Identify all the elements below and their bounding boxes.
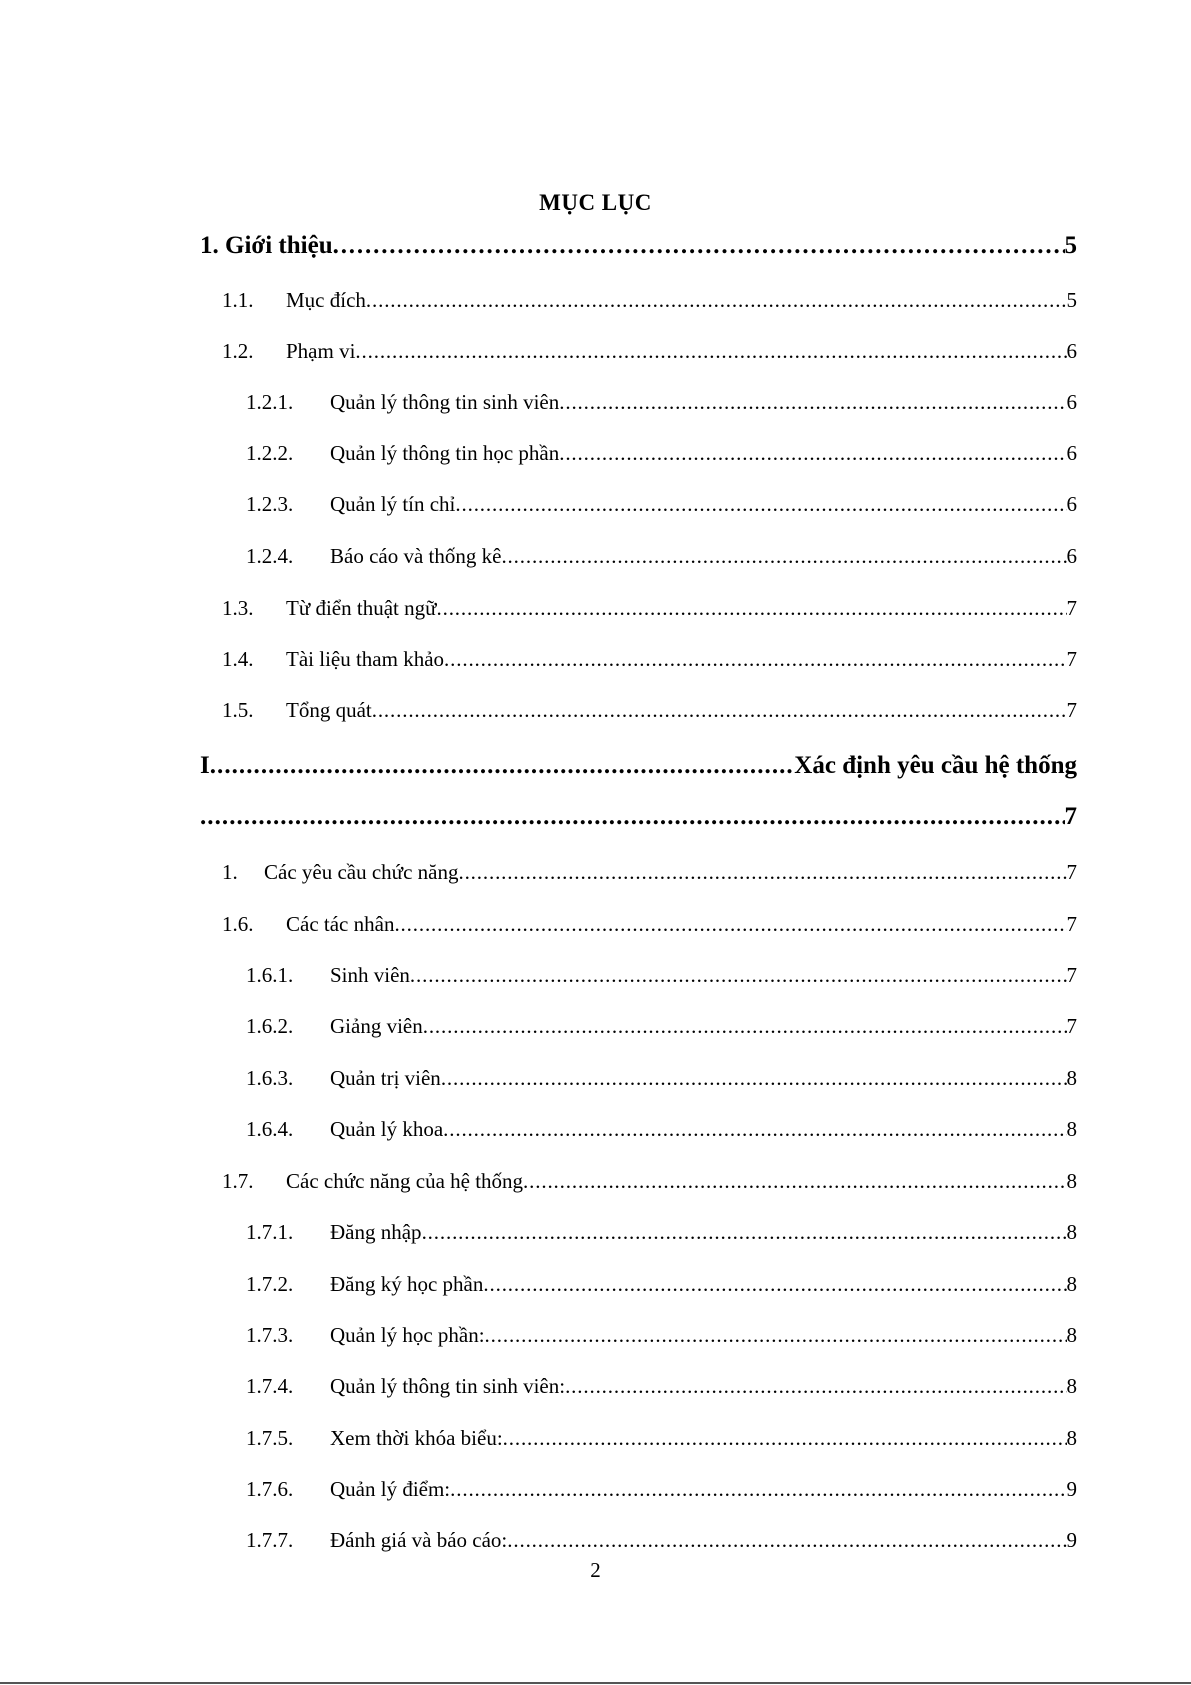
toc-entry[interactable] <box>222 339 1077 364</box>
toc-entry-label: Đánh giá và báo cáo: <box>330 1528 508 1552</box>
toc-entry-number: 1.7.7. <box>246 1528 294 1552</box>
toc-entry-number: 1.1. <box>222 288 254 312</box>
toc-entry[interactable] <box>246 1066 1077 1091</box>
toc-entry-number: 1.6.1. <box>246 963 294 987</box>
toc-entry[interactable] <box>246 963 1077 988</box>
toc-entry[interactable] <box>246 1323 1077 1348</box>
toc-entry[interactable] <box>246 441 1077 466</box>
toc-entry[interactable] <box>222 647 1077 672</box>
toc-entry-page: 7 <box>1064 803 1077 830</box>
toc-entry-label: Đăng ký học phần <box>330 1272 484 1296</box>
toc-entry-label: Mục đích <box>286 288 366 312</box>
toc-entry-page: 8 <box>1066 1169 1077 1193</box>
toc-entry-page: 8 <box>1066 1374 1077 1398</box>
toc-entry-label: Quản trị viên <box>330 1066 441 1090</box>
toc-entry[interactable] <box>246 1477 1077 1502</box>
toc-entry-page: 6 <box>1066 339 1077 363</box>
toc-entry-page: 5 <box>1064 232 1077 259</box>
toc-entry-chapter-line2[interactable] <box>200 803 1077 831</box>
toc-entry[interactable] <box>246 1014 1077 1039</box>
toc-entry-number: 1. <box>222 860 238 884</box>
page-number: 2 <box>590 1558 601 1582</box>
toc-entry-page: 8 <box>1066 1323 1077 1347</box>
toc-entry-label: Phạm vi <box>286 339 356 363</box>
toc-entry-label: Đăng nhập <box>330 1220 422 1244</box>
toc-entry[interactable] <box>246 544 1077 569</box>
toc-entry-page: 7 <box>1066 912 1077 936</box>
toc-entry-page: 5 <box>1066 288 1077 312</box>
toc-entry-label: Giảng viên <box>330 1014 423 1038</box>
toc-entry-label: Quản lý tín chỉ <box>330 492 456 516</box>
toc-entry-label: Tài liệu tham khảo <box>286 647 445 671</box>
toc-entry[interactable] <box>222 596 1077 621</box>
toc-entry-number: 1.7.3. <box>246 1323 294 1347</box>
toc-entry[interactable] <box>246 1272 1077 1297</box>
toc-entry-page: 7 <box>1066 647 1077 671</box>
toc-entry-number: I <box>200 752 210 779</box>
toc-entry[interactable] <box>246 492 1077 517</box>
toc-entry-label: Từ điển thuật ngữ <box>286 596 437 620</box>
toc-entry-page: 7 <box>1066 963 1077 987</box>
toc-entry[interactable] <box>222 1169 1077 1194</box>
toc-entry-number: 1.2.3. <box>246 492 294 516</box>
toc-entry-page: 9 <box>1066 1528 1077 1552</box>
toc-entry-page: 6 <box>1066 544 1077 568</box>
toc-entry[interactable] <box>222 698 1077 723</box>
toc-entry-number: 1.2.2. <box>246 441 294 465</box>
toc-entry[interactable] <box>246 1426 1077 1451</box>
toc-entry-label: Xác định yêu cầu hệ thống <box>794 752 1077 779</box>
toc-entry[interactable] <box>246 390 1077 415</box>
toc-entry-label: Các chức năng của hệ thống <box>286 1169 524 1193</box>
toc-entry-number: 1.7.6. <box>246 1477 294 1501</box>
toc-entry-label: Các yêu cầu chức năng <box>264 860 459 884</box>
toc-entry-label: Quản lý thông tin học phần <box>330 441 560 465</box>
toc-entry-label: Báo cáo và thống kê <box>330 544 502 568</box>
toc-entry-label: Quản lý khoa <box>330 1117 444 1141</box>
toc-entry-page: 9 <box>1066 1477 1077 1501</box>
page-bottom-divider <box>0 1682 1191 1684</box>
toc-entry-number: 1.6.2. <box>246 1014 294 1038</box>
toc-entry-number: 1.6. <box>222 912 254 936</box>
toc-entry-label: Xem thời khóa biểu: <box>330 1426 503 1450</box>
toc-entry-number: 1.7.5. <box>246 1426 294 1450</box>
toc-entry[interactable] <box>222 860 1077 885</box>
toc-entry-page: 8 <box>1066 1066 1077 1090</box>
toc-entry[interactable] <box>246 1117 1077 1142</box>
toc-entry-number: 1.3. <box>222 596 254 620</box>
toc-entry-page: 8 <box>1066 1272 1077 1296</box>
toc-entry[interactable] <box>222 288 1077 313</box>
toc-entry[interactable] <box>246 1374 1077 1399</box>
toc-entry-label: Sinh viên <box>330 963 410 987</box>
toc-entry-page: 6 <box>1066 441 1077 465</box>
toc-entry-page: 6 <box>1066 492 1077 516</box>
toc-entry[interactable] <box>222 912 1077 937</box>
toc-entry[interactable] <box>246 1528 1077 1553</box>
toc-entry-number: 1.7.2. <box>246 1272 294 1296</box>
toc-entry-number: 1.5. <box>222 698 254 722</box>
toc-entry-number: 1.2.1. <box>246 390 294 414</box>
toc-entry-number: 1.6.4. <box>246 1117 294 1141</box>
toc-entry-number: 1.7. <box>222 1169 254 1193</box>
toc-entry-page: 8 <box>1066 1426 1077 1450</box>
toc-entry-number: 1.6.3. <box>246 1066 294 1090</box>
toc-entry-page: 7 <box>1066 596 1077 620</box>
toc-entry-label: Giới thiệu <box>225 232 333 259</box>
toc-entry-number: 1. <box>200 232 219 259</box>
toc-entry-page: 6 <box>1066 390 1077 414</box>
toc-entry-number: 1.7.1. <box>246 1220 294 1244</box>
toc-entry-number: 1.2.4. <box>246 544 294 568</box>
toc-entry-number: 1.4. <box>222 647 254 671</box>
toc-entry-label: Quản lý học phần: <box>330 1323 485 1347</box>
toc-entry-label: Quản lý thông tin sinh viên: <box>330 1374 566 1398</box>
toc-entry-page: 7 <box>1066 860 1077 884</box>
toc-entry-page: 8 <box>1066 1117 1077 1141</box>
toc-entry-number: 1.7.4. <box>246 1374 294 1398</box>
toc-entry-label: Quản lý thông tin sinh viên <box>330 390 560 414</box>
toc-entry-page: 7 <box>1066 1014 1077 1038</box>
toc-entry-page: 8 <box>1066 1220 1077 1244</box>
toc-entry-label: Các tác nhân <box>286 912 395 936</box>
toc-entry-chapter-line1[interactable] <box>200 752 1077 780</box>
toc-entry[interactable] <box>246 1220 1077 1245</box>
toc-title: MỤC LỤC <box>539 190 652 215</box>
toc-entry-label: Tổng quát <box>286 698 372 722</box>
toc-entry[interactable] <box>200 232 1077 260</box>
toc-entry-page: 7 <box>1066 698 1077 722</box>
toc-entry-label: Quản lý điểm: <box>330 1477 451 1501</box>
toc-entry-number: 1.2. <box>222 339 254 363</box>
